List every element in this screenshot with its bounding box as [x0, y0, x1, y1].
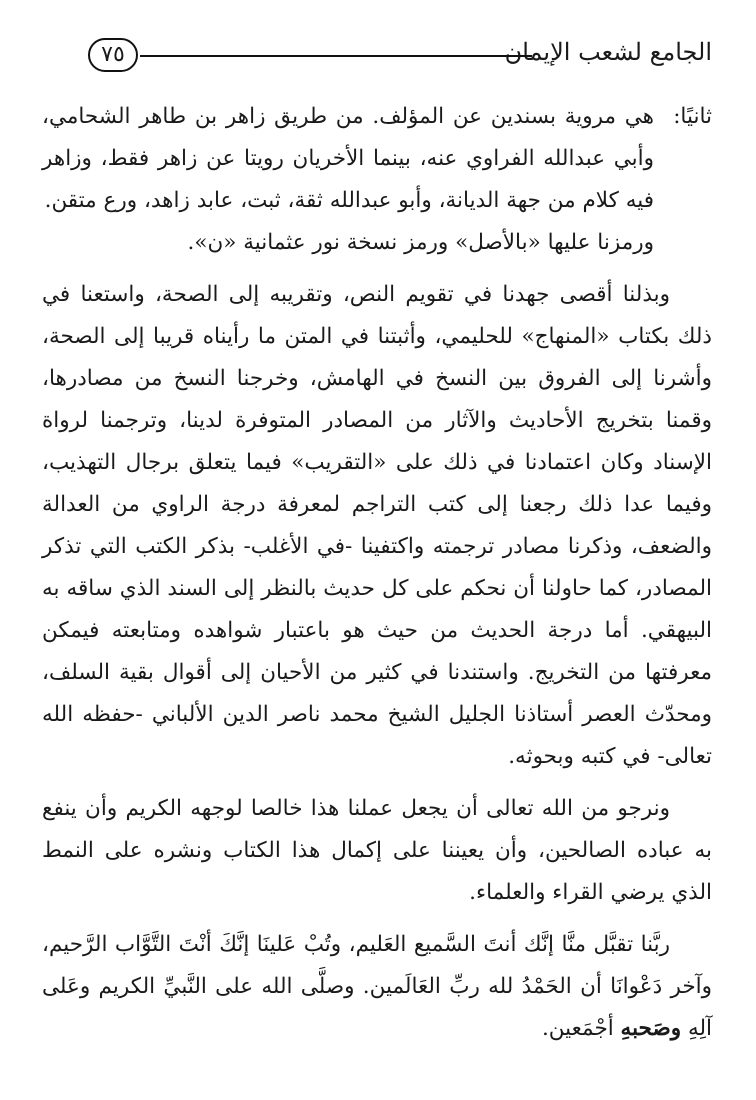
paragraph-effort: وبذلنا أقصى جهدنا في تقويم النص، وتقريبه إلى الصحة، واستعنا في ذلك بكتاب «المنهاج» للحليمي، وأثبتنا في المتن ما رأيناه قريبا إلى الصحة، وأشرنا إلى الفروق بين النسخ في الهامش، وخرجنا النسخ من مصادرها، وقمنا بتخريج الأحاديث والآثار من المصادر المتوفرة لدينا، وترجمنا لرواة الإسناد وكان اعتمادنا في ذلك على «التقريب» فيما يتعلق برجال التهذيب، وفيما عدا ذلك رجعنا إلى كتب التراجم لمعرفة درجة الراوي من العدالة والضعف، وذكرنا مصادر ترجمته واكتفينا -في الأغلب- بذكر الكتب التي تذكر المصادر، كما حاولنا أن نحكم على كل حديث بالنظر إلى السند الذي ساقه به البيهقي. أما درجة الحديث من حيث هو باعتبار شواهده ومتابعته فيمكن معرفتها من التخريج. واستندنا في كثير من الأحيان إلى أقوال بقية السلف، ومحدّث العصر أستاذنا الجليل الشيخ محمد ناصر الدين الألباني -حفظه الله تعالى- في كتبه وبحوثه. [42, 282, 712, 769]
running-title: الجامع لشعب الإيمان [504, 38, 712, 66]
prayer-text: ربَّنا تقبَّل منَّا إنَّك أنتَ السَّميع العَليم، وتُبْ عَلينَا إنَّكَ أنْتَ التَّوَّاب الرَّحيم، وآخر دَعْوانَا أن الحَمْدُ لله ربِّ العَالَمين. وصلَّى الله على النَّبيِّ الكريم وعَلى آلِهِ [42, 932, 712, 1041]
prayer-closing: أجْمَعين. [541, 1016, 621, 1041]
paragraph-hope: ونرجو من الله تعالى أن يجعل عملنا هذا خالصا لوجهه الكريم وأن ينفع به عباده الصالحين، وأن يعيننا على إكمال هذا الكتاب ونشره على النمط الذي يرضي القراء والعلماء. [42, 796, 712, 905]
symbol-note [42, 222, 712, 264]
header-rule [140, 55, 532, 57]
main-text [42, 96, 712, 1050]
item-text: هي مروية بسندين عن المؤلف. من طريق زاهر بن طاهر الشحامي، وأبي عبدالله الفراوي عنه، بينما الأخريان رويتا عن زاهر فقط، وزاهر فيه كلام من جهة الديانة، وأبو عبدالله ثقة، ثبت، عابد زاهد، ورع متقن. [42, 104, 654, 213]
item-second [42, 96, 712, 222]
paragraph-prayer [42, 924, 712, 1050]
prayer-bold-word: وصَحبهِ [620, 1016, 682, 1041]
item-label: ثانيًا: [673, 104, 712, 129]
symbol-note-text: ورمزنا عليها «بالأصل» ورمز نسخة نور عثمانية «ن». [187, 230, 654, 255]
page-number-badge: ٧٥ [88, 38, 138, 72]
